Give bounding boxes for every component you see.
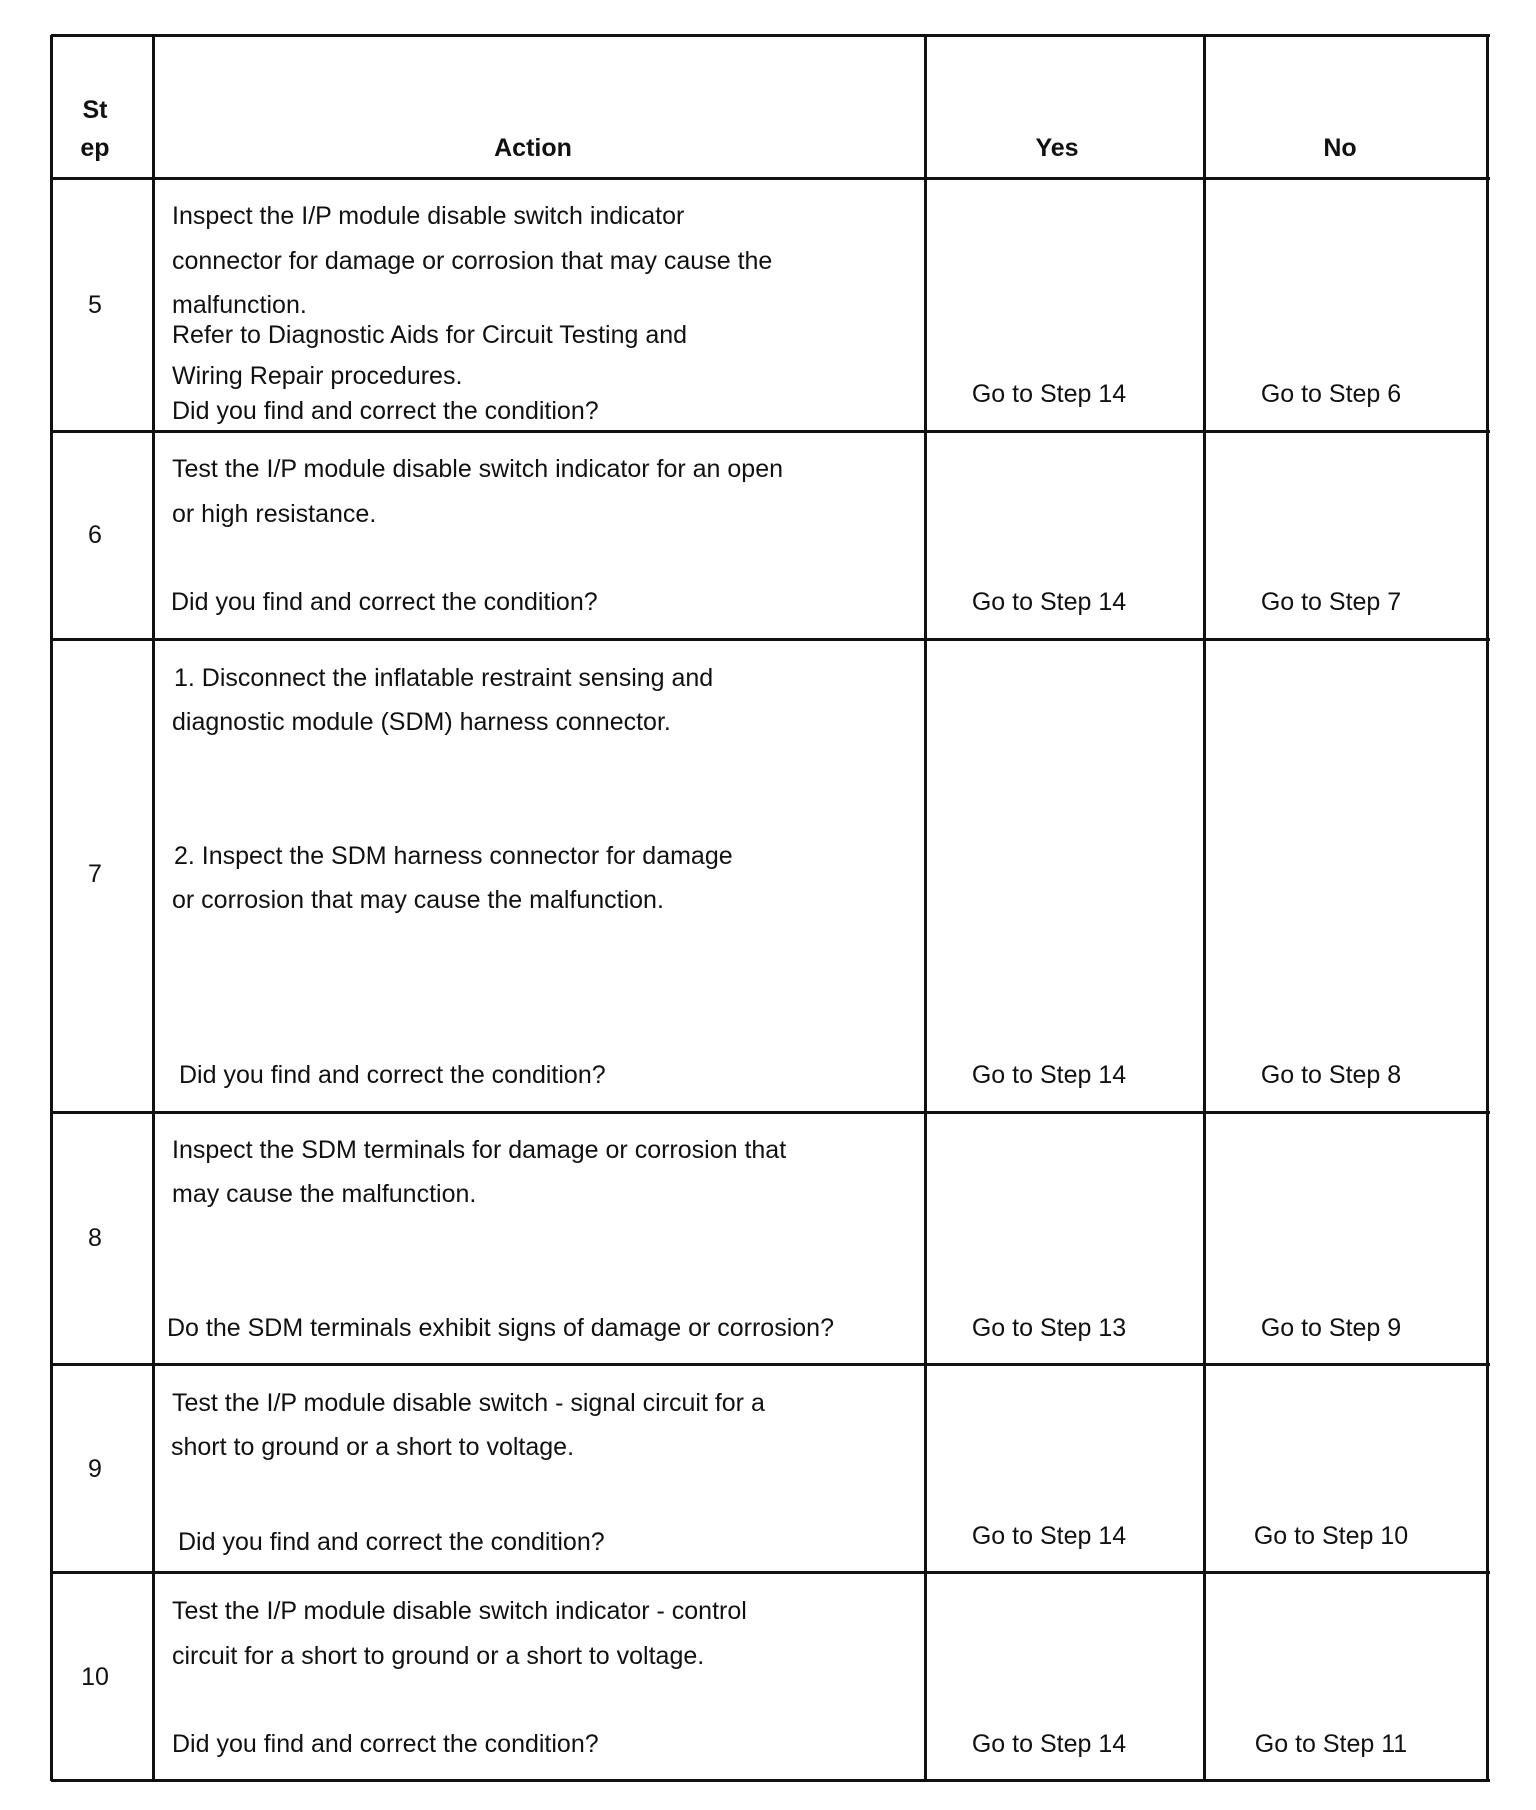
yes-result: Go to Step 14 — [971, 380, 1127, 408]
no-result: Go to Step 8 — [1260, 1061, 1402, 1089]
action-text: diagnostic module (SDM) harness connector. — [172, 708, 671, 736]
action-text: malfunction. — [172, 291, 307, 319]
step-number: 5 — [88, 291, 102, 319]
no-result: Go to Step 11 — [1254, 1730, 1408, 1758]
header-step-1: St — [82, 96, 108, 124]
yes-result: Go to Step 14 — [971, 588, 1127, 616]
row-divider — [51, 430, 1490, 433]
action-text: 1. Disconnect the inflatable restraint sensing and — [174, 664, 714, 692]
action-text: Do the SDM terminals exhibit signs of damage or corrosion? — [167, 1314, 834, 1342]
action-text: circuit for a short to ground or a short to voltage. — [172, 1642, 705, 1670]
row-divider — [51, 1363, 1490, 1366]
action-text: Inspect the I/P module disable switch indicator — [172, 202, 685, 230]
action-text: Did you find and correct the condition? — [172, 1730, 599, 1758]
action-text: Did you find and correct the condition? — [178, 1528, 605, 1556]
column-divider — [50, 35, 53, 1781]
action-text: connector for damage or corrosion that may cause the — [172, 247, 773, 275]
action-text: or high resistance. — [172, 500, 377, 528]
action-text: Did you find and correct the condition? — [171, 588, 598, 616]
action-text: Test the I/P module disable switch - signal circuit for a — [172, 1389, 765, 1417]
no-result: Go to Step 6 — [1260, 380, 1402, 408]
action-text: 2. Inspect the SDM harness connector for damage — [174, 842, 733, 870]
column-divider — [1486, 35, 1489, 1781]
header-no: No — [1323, 134, 1357, 162]
yes-result: Go to Step 14 — [971, 1061, 1127, 1089]
yes-result: Go to Step 14 — [971, 1730, 1127, 1758]
column-divider — [152, 35, 155, 1781]
step-number: 10 — [81, 1663, 109, 1691]
yes-result: Go to Step 13 — [971, 1314, 1127, 1342]
row-divider — [51, 34, 1490, 37]
action-text: Did you find and correct the condition? — [172, 397, 599, 425]
action-text: may cause the malfunction. — [172, 1180, 477, 1208]
step-number: 7 — [88, 860, 102, 888]
header-step-2: ep — [80, 134, 110, 162]
header-action: Action — [494, 134, 572, 162]
step-number: 6 — [88, 521, 102, 549]
no-result: Go to Step 10 — [1253, 1522, 1409, 1550]
yes-result: Go to Step 14 — [971, 1522, 1127, 1550]
action-text: Refer to Diagnostic Aids for Circuit Testing and — [172, 321, 688, 349]
column-divider — [924, 35, 927, 1781]
row-divider — [51, 177, 1490, 180]
step-number: 9 — [88, 1455, 102, 1483]
action-text: Wiring Repair procedures. — [172, 362, 463, 390]
row-divider — [51, 1571, 1490, 1574]
action-text: Test the I/P module disable switch indicator - control — [172, 1597, 747, 1625]
action-text: short to ground or a short to voltage. — [171, 1433, 575, 1461]
no-result: Go to Step 7 — [1260, 588, 1402, 616]
action-text: or corrosion that may cause the malfunction. — [172, 886, 664, 914]
header-yes: Yes — [1035, 134, 1079, 162]
step-number: 8 — [88, 1224, 102, 1252]
row-divider — [51, 1779, 1490, 1782]
action-text: Inspect the SDM terminals for damage or corrosion that — [172, 1136, 787, 1164]
column-divider — [1203, 35, 1206, 1781]
no-result: Go to Step 9 — [1260, 1314, 1402, 1342]
row-divider — [51, 1111, 1490, 1114]
action-text: Test the I/P module disable switch indicator for an open — [172, 455, 783, 483]
action-text: Did you find and correct the condition? — [179, 1061, 606, 1089]
row-divider — [51, 638, 1490, 641]
